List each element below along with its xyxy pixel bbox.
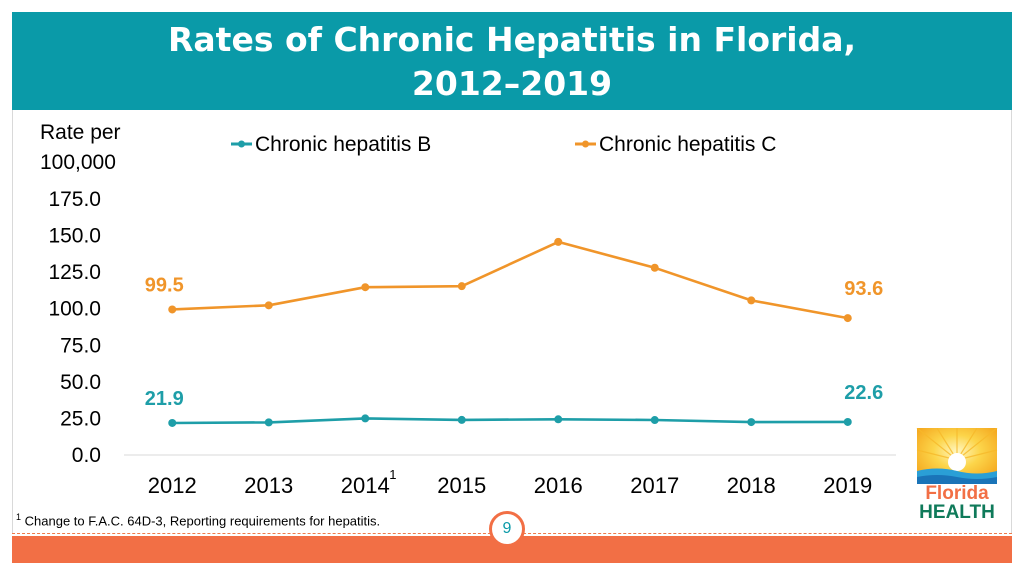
data-point [554,238,562,246]
data-point [168,419,176,427]
x-tick-footnote-marker: 1 [389,467,397,482]
data-point [265,418,273,426]
data-point [361,414,369,422]
series-line [172,242,848,318]
data-point [458,282,466,290]
x-tick-label: 2019 [823,473,873,498]
legend-label: Chronic hepatitis B [255,133,432,156]
y-tick-label: 125.0 [48,261,101,285]
y-axis-title-line-2: 100,000 [40,151,116,174]
logo-word-florida: Florida [925,483,989,504]
data-label: 93.6 [844,278,884,301]
y-axis-title-line-1: Rate per [40,121,121,144]
slide-title-line-2: 2012–2019 [411,64,613,103]
x-tick-label: 2013 [244,473,294,498]
data-point [651,264,659,272]
x-tick-label: 2015 [437,473,487,498]
data-label: 21.9 [144,387,184,410]
y-tick-label: 50.0 [60,370,101,394]
logo-word-health: HEALTH [919,502,995,520]
x-tick-label: 2012 [147,473,197,498]
data-point [651,416,659,424]
y-tick-label: 25.0 [60,407,101,431]
legend-label: Chronic hepatitis C [599,133,777,156]
y-tick-label: 0.0 [71,444,101,467]
slide-title-line-1: Rates of Chronic Hepatitis in Florida, [167,20,857,59]
y-tick-label: 100.0 [48,297,101,321]
page-number: 9 [502,520,512,537]
y-tick-label: 75.0 [60,334,101,358]
data-label: 22.6 [844,381,884,404]
page-number-badge [489,511,525,547]
series-line [172,418,848,423]
florida-health-logo [914,428,1000,520]
data-point [844,314,852,322]
data-point [458,416,466,424]
data-point [554,415,562,423]
sun-icon [948,453,966,471]
data-point [844,418,852,426]
data-point [265,301,273,309]
footnote [16,512,380,528]
x-tick-label: 2018 [726,473,776,498]
x-tick-label: 2016 [533,473,583,498]
data-point [361,283,369,291]
x-tick-label: 2014 [340,473,390,498]
x-tick-label: 2017 [630,473,680,498]
legend-swatch-marker [582,141,589,148]
data-point [168,305,176,313]
data-point [747,418,755,426]
data-label: 99.5 [144,274,184,297]
y-tick-label: 150.0 [48,224,101,248]
footnote-text: Change to F.A.C. 64D-3, Reporting requirements for hepatitis. [24,513,381,529]
footnote-marker: 1 [16,512,22,522]
data-point [747,296,755,304]
legend-swatch-marker [238,141,245,148]
y-tick-label: 175.0 [48,188,101,211]
